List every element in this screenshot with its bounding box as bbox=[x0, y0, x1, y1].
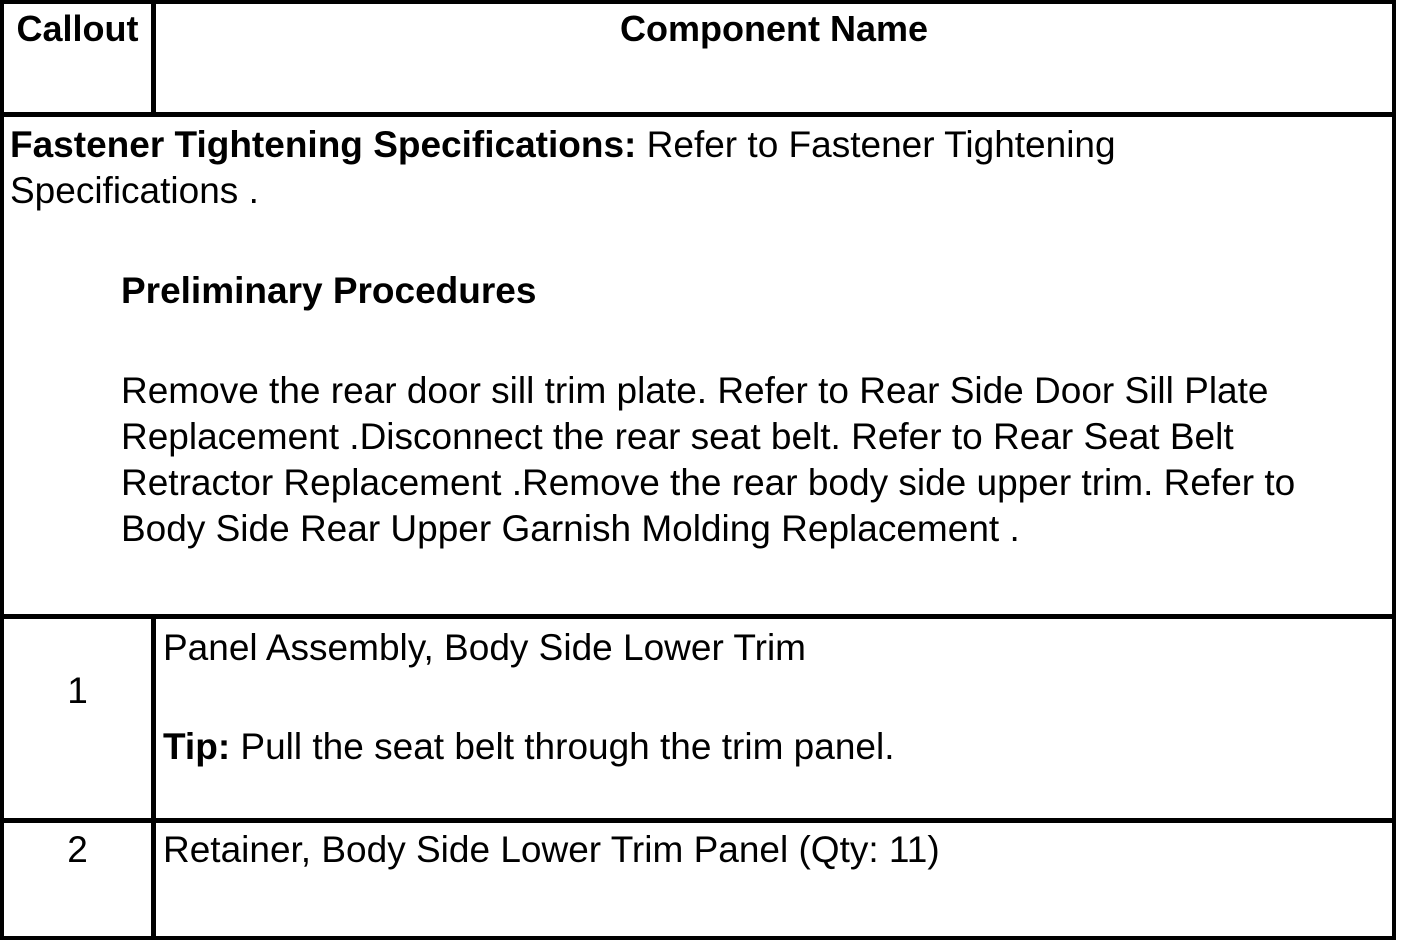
row-2-callout: 2 bbox=[67, 829, 88, 870]
notes-divider bbox=[0, 614, 1396, 619]
preliminary-heading: Preliminary Procedures bbox=[121, 270, 537, 311]
header-divider bbox=[0, 112, 1396, 117]
fastener-spec-text: Refer to Fastener Tightening Specifications . bbox=[10, 124, 1116, 211]
row-divider bbox=[0, 818, 1396, 823]
fastener-spec-note bbox=[10, 122, 1310, 214]
fastener-spec-label: Fastener Tightening Specifications: bbox=[10, 124, 637, 165]
rows-column-divider bbox=[151, 614, 156, 940]
preliminary-text: Remove the rear door sill trim plate. Refer to Rear Side Door Sill Plate Replacement .Disconnect the rear seat belt. Refer to Rear Seat Belt Retractor Replacement .Remove the rear body side upper trim. Refer to Body Side Rear Upper Garnish Molding Replacement . bbox=[121, 370, 1296, 549]
header-component-name: Component Name bbox=[619, 8, 929, 49]
tip-label: Tip: bbox=[163, 726, 231, 767]
tip-text: Pull the seat belt through the trim panel. bbox=[230, 726, 895, 767]
row-1-name: Panel Assembly, Body Side Lower Trim bbox=[163, 627, 806, 668]
row-1-callout: 1 bbox=[67, 670, 88, 711]
header-callout: Callout bbox=[16, 8, 139, 49]
row-2-name: Retainer, Body Side Lower Trim Panel (Qty: 11) bbox=[163, 829, 940, 870]
row-1-tip bbox=[163, 724, 1383, 770]
